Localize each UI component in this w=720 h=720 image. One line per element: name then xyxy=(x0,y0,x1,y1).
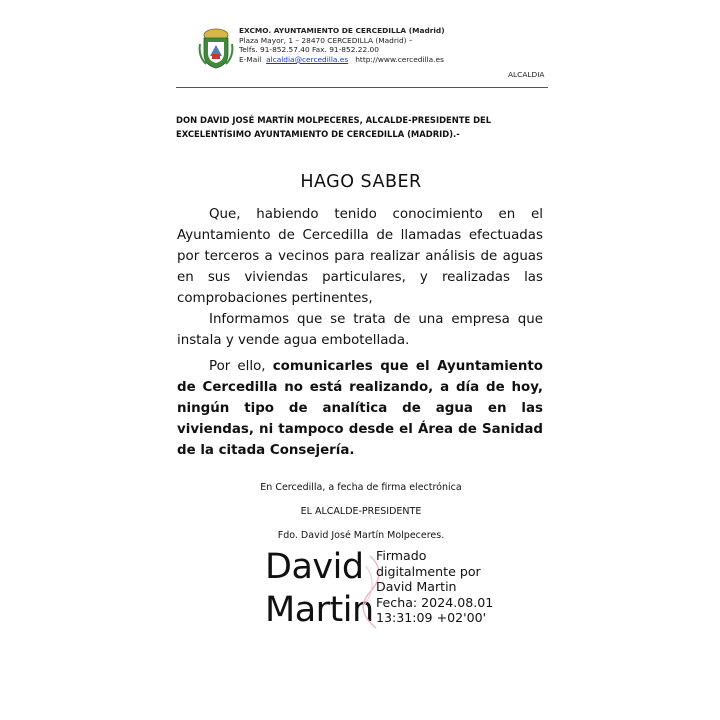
paragraph-1-text: Que, habiendo tenido conocimiento en el Ayuntamiento de Cercedilla de llamadas efectuadas por terceros a vecinos para realizar análisis de aguas en sus viviendas particulares, y realizadas las comprobaciones pertinentes, xyxy=(177,207,543,306)
header-divider xyxy=(176,87,548,88)
org-address: Plaza Mayor, 1 – 28470 CERCEDILLA (Madrid) – xyxy=(239,35,413,45)
digital-signature-info xyxy=(376,548,493,626)
department-label: ALCALDIA xyxy=(508,70,545,79)
paragraph-1 xyxy=(177,204,543,309)
org-phones: Telfs. 91-852.57.40 Fax. 91-852.22.00 xyxy=(239,45,379,55)
sig-line-3: David Martin xyxy=(376,579,457,595)
paragraph-3 xyxy=(177,356,543,461)
email-label: E-Mail xyxy=(239,54,262,64)
letterhead xyxy=(239,26,445,64)
org-name: EXCMO. AYUNTAMIENTO DE CERCEDILLA (Madrid) xyxy=(239,26,445,35)
sig-line-1: Firmado xyxy=(376,548,427,563)
sig-line-2: digitalmente por xyxy=(376,563,481,579)
signer-role: EL ALCALDE-PRESIDENTE xyxy=(300,506,422,517)
email-link[interactable]: alcaldia@cercedilla.es xyxy=(266,54,349,64)
signer-name: Fdo. David José Martín Molpeceres. xyxy=(277,530,445,541)
org-contact xyxy=(239,55,445,65)
intro-heading: DON DAVID JOSÉ MARTÍN MOLPECERES, ALCALDE-PRESIDENTE DEL EXCELENTÍSIMO AYUNTAMIENTO DE CERCEDILLA (MADRID).- xyxy=(176,115,492,139)
paragraph-2 xyxy=(177,309,543,351)
web-link[interactable]: http://www.cercedilla.es xyxy=(355,54,444,64)
paragraph-3-lead: Por ello, xyxy=(209,359,266,374)
sig-line-4: Fecha: 2024.08.01 xyxy=(376,594,494,610)
coat-of-arms-icon xyxy=(198,26,234,70)
place-date: En Cercedilla, a fecha de firma electrónica xyxy=(260,482,462,493)
paragraph-3-bold: comunicarles que el Ayuntamiento de Cercedilla no está realizando, a día de hoy, ningún tipo de analítica de agua en las viviendas, ni tampoco desde el Área de Sanidad de la citada Consejería. xyxy=(177,359,544,458)
page-title: HAGO SABER xyxy=(300,172,422,192)
signature-last-name: Martin xyxy=(265,590,374,630)
signature-first-name: David xyxy=(265,547,364,587)
sig-line-5: 13:31:09 +02'00' xyxy=(376,610,487,626)
paragraph-2-text: Informamos que se trata de una empresa que instala y vende agua embotellada. xyxy=(177,312,543,348)
